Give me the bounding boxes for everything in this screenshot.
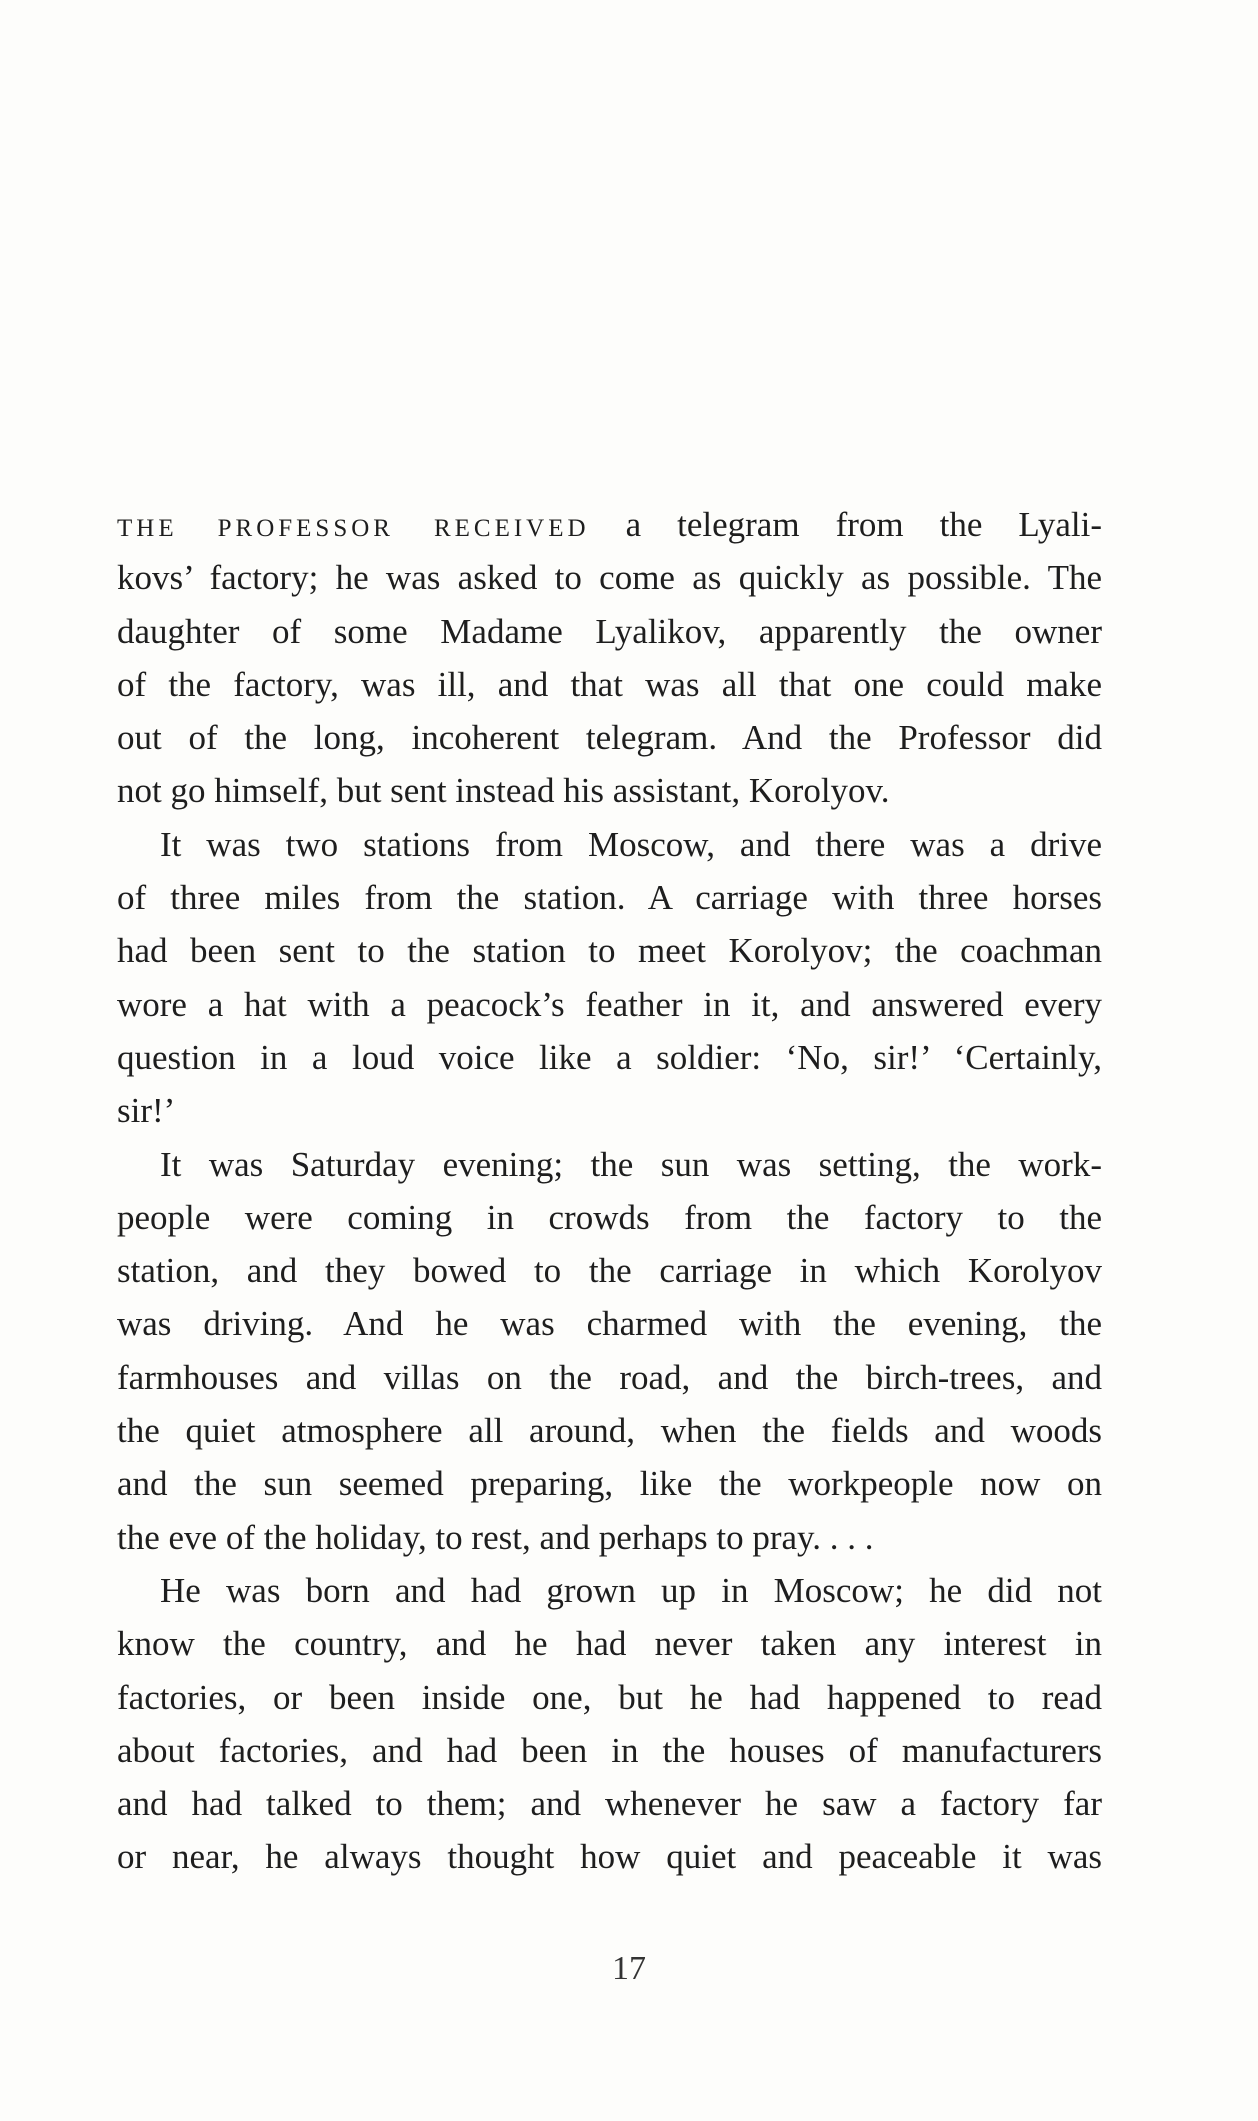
text-line-14: people were coming in crowds from the factory to the [117,1197,1102,1237]
opening-smallcaps: the professor received [117,505,590,544]
text-line-18: the quiet atmosphere all around, when the fields and woods [117,1411,1102,1451]
text-line-25: and had talked to them; and whenever he saw a factory far [117,1784,1102,1824]
text-line-11: question in a loud voice like a soldier: ‘No, sir!’ ‘Certainly, [117,1037,1102,1077]
text-line-24: about factories, and had been in the houses of manufacturers [117,1730,1102,1770]
text-line-13: It was Saturday evening; the sun was setting, the work- [160,1144,1102,1184]
text-line-26: or near, he always thought how quiet and peaceable it was [117,1837,1102,1877]
text-line-19: and the sun seemed preparing, like the workpeople now on [117,1464,1102,1504]
text-line-1-rest: a telegram from the Lyali- [589,505,1102,544]
text-line-15: station, and they bowed to the carriage in which Korolyov [117,1251,1102,1291]
text-line-5: out of the long, incoherent telegram. And the Professor did [117,718,1102,758]
text-line-1 [117,498,1102,551]
text-line-2: kovs’ factory; he was asked to come as quickly as possible. The [117,558,1102,598]
text-line-22: know the country, and he had never taken any interest in [117,1624,1102,1664]
text-line-21: He was born and had grown up in Moscow; he did not [160,1570,1102,1610]
text-line-8: of three miles from the station. A carriage with three horses [117,878,1102,918]
text-line-20: the eve of the holiday, to rest, and perhaps to pray. . . . [117,1517,874,1557]
text-line-17: farmhouses and villas on the road, and the birch-trees, and [117,1357,1102,1397]
text-line-6: not go himself, but sent instead his assistant, Korolyov. [117,771,890,811]
text-line-9: had been sent to the station to meet Korolyov; the coachman [117,931,1102,971]
text-line-3: daughter of some Madame Lyalikov, apparently the owner [117,611,1102,651]
text-line-12: sir!’ [117,1091,176,1131]
text-line-23: factories, or been inside one, but he had happened to read [117,1677,1102,1717]
text-line-7: It was two stations from Moscow, and there was a drive [160,824,1102,864]
text-line-16: was driving. And he was charmed with the evening, the [117,1304,1102,1344]
page-number: 17 [612,1950,646,1987]
body-text [117,498,1102,1884]
text-line-4: of the factory, was ill, and that was all that one could make [117,664,1102,704]
text-line-10: wore a hat with a peacock’s feather in it, and answered every [117,984,1102,1024]
